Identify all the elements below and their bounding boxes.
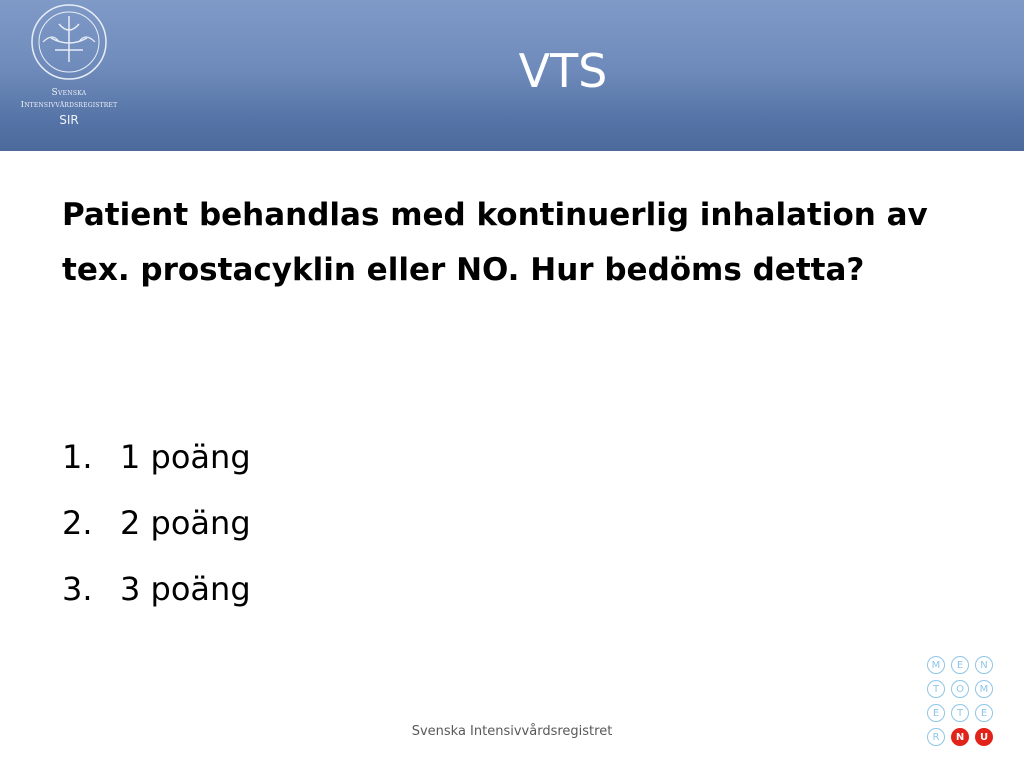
mentometer-letter: T	[927, 680, 945, 698]
answer-option[interactable]	[62, 424, 251, 490]
answer-options	[62, 424, 251, 622]
slide-title: VTS	[518, 44, 608, 98]
mentometer-letter: T	[951, 704, 969, 722]
option-number: 1.	[62, 438, 93, 476]
title-bar	[0, 0, 1024, 151]
mentometer-letter: M	[975, 680, 993, 698]
mentometer-letter: N	[975, 656, 993, 674]
logo-text-sir: SIR	[59, 113, 79, 127]
option-number: 2.	[62, 504, 93, 542]
mentometer-letter: M	[927, 656, 945, 674]
option-label: 3 poäng	[120, 570, 251, 608]
logo-text-registry: Intensivvårdsregistret	[20, 100, 118, 110]
mentometer-letter: E	[927, 704, 945, 722]
mentometer-logo	[927, 656, 997, 748]
mentometer-letter: O	[951, 680, 969, 698]
mentometer-letter: E	[951, 656, 969, 674]
logo-text-svenska: Svenska	[51, 88, 87, 98]
mentometer-letter-highlight: U	[975, 728, 993, 746]
answer-option[interactable]	[62, 556, 251, 622]
option-label: 2 poäng	[120, 504, 251, 542]
option-label: 1 poäng	[120, 438, 251, 476]
mentometer-letter: E	[975, 704, 993, 722]
answer-option[interactable]	[62, 490, 251, 556]
option-number: 3.	[62, 570, 93, 608]
footer-text: Svenska Intensivvårdsregistret	[411, 724, 613, 739]
mentometer-letter: R	[927, 728, 945, 746]
mentometer-letter-highlight: N	[951, 728, 969, 746]
question-text: Patient behandlas med kontinuerlig inhalation av tex. prostacyklin eller NO. Hur bedöms detta?	[62, 197, 928, 288]
